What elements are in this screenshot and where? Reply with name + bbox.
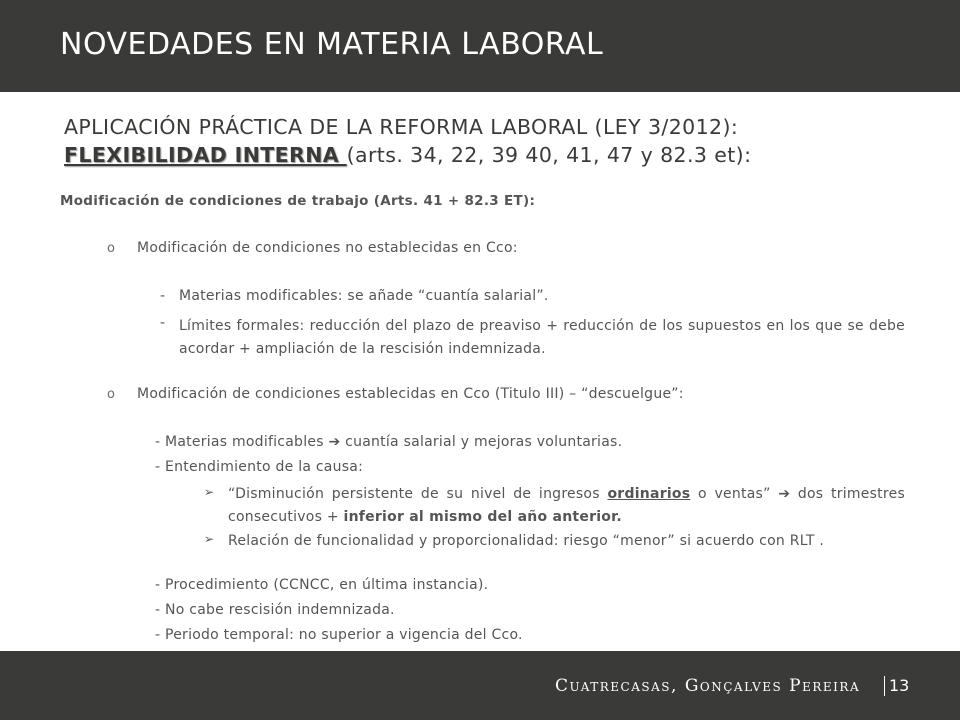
subtitle-line1: APLICACIÓN PRÁCTICA DE LA REFORMA LABORAL (LEY 3/2012):	[64, 115, 739, 139]
sub1-ordinarios: ordinarios	[607, 486, 691, 502]
section2-subitem-2: Relación de funcionalidad y proporcionalidad: riesgo “menor” si acuerdo con RLT .	[228, 533, 825, 549]
sub1-text-c: o ventas”	[690, 486, 779, 502]
right-arrow-icon: ➔	[328, 434, 341, 450]
arrow-bullet-icon: ➢	[204, 532, 215, 546]
section2-item-2: - Entendimiento de la causa:	[155, 459, 364, 475]
section-heading: Modificación de condiciones de trabajo (Arts. 41 + 82.3 ET):	[60, 193, 536, 209]
dash-marker: -	[160, 288, 166, 304]
slide-title: NOVEDADES EN MATERIA LABORAL	[60, 27, 604, 62]
section2-subitem-1	[228, 483, 905, 529]
section2-item-3: - Procedimiento (CCNCC, en última instancia).	[155, 577, 489, 593]
brand-logo: Cuatrecasas, Gonçalves Pereira	[555, 676, 861, 696]
section1-item-1: Materias modificables: se añade “cuantía salarial”.	[179, 288, 549, 304]
bullet-o-icon: o	[107, 241, 115, 256]
section2-item-1	[155, 434, 622, 450]
section2-item-5: - Periodo temporal: no superior a vigencia del Cco.	[155, 627, 523, 643]
slide-subtitle	[64, 113, 751, 169]
sub1-text-e: inferior al mismo del año anterior.	[343, 509, 622, 525]
subtitle-line2	[64, 141, 751, 169]
item1-label: - Materias modificables	[155, 434, 329, 450]
sub1-text-d: dos trimestres consecutivos +	[228, 486, 905, 525]
sub1-text-a: “Disminución persistente de su nivel de ingresos	[228, 486, 608, 502]
header-bar	[0, 0, 960, 92]
section2-title: Modificación de condiciones establecidas en Cco (Titulo III) – “descuelgue”:	[137, 386, 684, 402]
right-arrow-icon: ➔	[778, 486, 791, 502]
bullet-o-icon: o	[107, 387, 115, 402]
item1-value: cuantía salarial y mejoras voluntarias.	[340, 434, 623, 450]
dash-marker: -	[160, 315, 166, 331]
subtitle-articles: (arts. 34, 22, 39 40, 41, 47 y 82.3 et):	[346, 143, 752, 167]
section1-title: Modificación de condiciones no establecidas en Cco:	[137, 240, 518, 256]
section2-item-4: - No cabe rescisión indemnizada.	[155, 602, 395, 618]
page-number: 13	[884, 676, 909, 696]
arrow-bullet-icon: ➢	[204, 485, 215, 499]
section1-item-2: Límites formales: reducción del plazo de preaviso + reducción de los supuestos en los que se debe acordar + ampliación de la rescisión indemnizada.	[179, 318, 905, 357]
flexibilidad-interna-label: FLEXIBILIDAD INTERNA	[64, 143, 347, 167]
